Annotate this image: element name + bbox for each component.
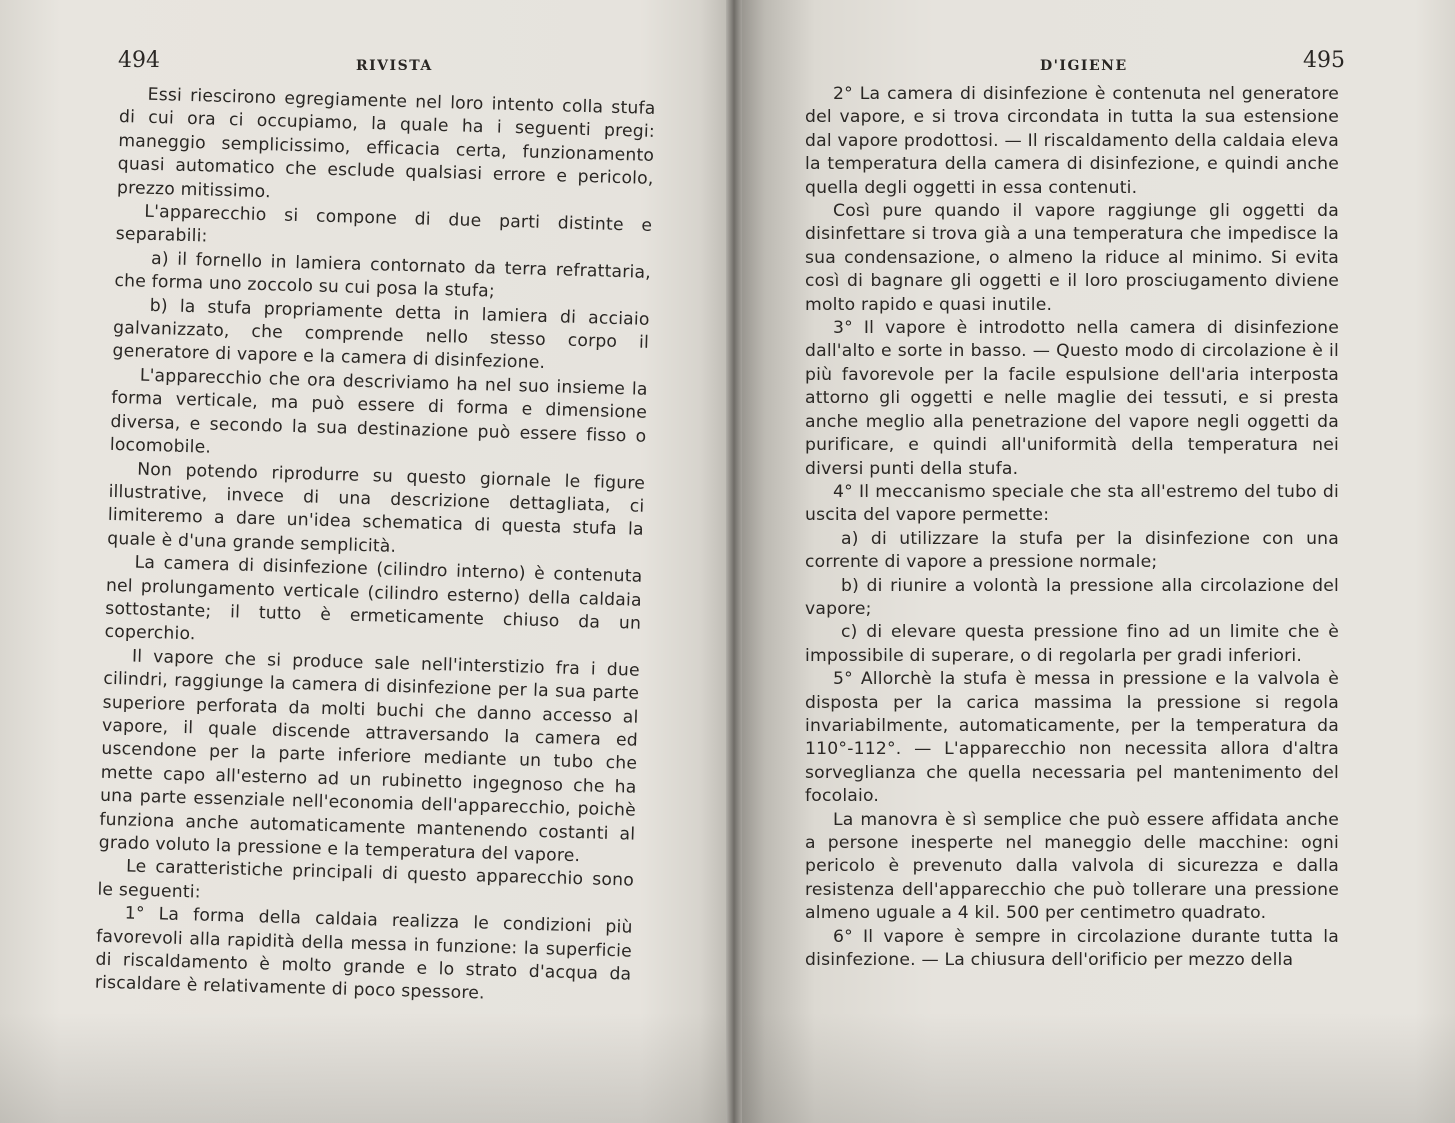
- page-shadow: [735, 1013, 1455, 1123]
- paragraph: Le caratteristiche principali di questo apparecchio sono le seguenti:: [97, 856, 635, 903]
- page-shadow: [0, 1013, 735, 1123]
- paragraph: a) di utilizzare la stufa per la disinfezione con una corrente di vapore a pressione normale;: [805, 528, 1339, 573]
- right-page-text: [805, 83, 1339, 972]
- paragraph: Così pure quando il vapore raggiunge gli oggetti da disinfettare si trova già a una temperatura che impedisce la sua condensazione, o almeno la riduce al minimo. Si evita così di bagnare gli oggetti e il loro prosciugamento diviene molto rapido e quasi inutile.: [805, 201, 1339, 315]
- right-page-number: 495: [1303, 48, 1345, 73]
- paragraph: Essi riescirono egregiamente nel loro intento colla stufa di cui ora ci occupiamo, la quale ha i seguenti pregi: maneggio semplicissimo, efficacia certa, funzionamento quasi automatico che esclude qualsiasi errore e pericolo, prezzo mitissimo.: [116, 84, 656, 202]
- paragraph: 2° La camera di disinfezione è contenuta nel generatore del vapore, e si trova circondata in tutta la sua estensione dal vapore prodottosi. — Il riscaldamento della caldaia eleva la temperatura della camera di disinfezione, e quindi anche quella degli oggetti in essa contenuti.: [805, 84, 1339, 198]
- paragraph: 1° La forma della caldaia realizza le condizioni più favorevoli alla rapidità della messa in funzione: la superficie di riscaldamento è molto grande e lo strato d'acqua da riscaldare è relativamente di poco spessore.: [94, 903, 633, 1004]
- paragraph: Il vapore che si produce sale nell'interstizio fra i due cilindri, raggiunge la camera di disinfezione per la sua parte superiore perforata da molti buchi che danno accesso al vapore, il quale discende attraversando la camera ed uscendone per la parte inferiore mediante un tubo che mette capo all'esterno ad un rubinetto ingegnoso che ha una parte essenziale nell'economia dell'apparecchio, poichè funziona anche automaticamente mantenendo costanti al grado voluto la pressione e la temperatura del vapore.: [98, 646, 641, 867]
- paragraph: 4° Il meccanismo speciale che sta all'estremo del tubo di uscita del vapore permette:: [805, 481, 1339, 526]
- paragraph: 3° Il vapore è introdotto nella camera di disinfezione dall'alto e sorte in basso. — Questo modo di circolazione è il più favorevole per la facile espulsione dell'aria interposta attorno gli oggetti e nelle maglie dei tessuti, e si presta anche meglio alla penetrazione del vapore negli oggetti da purificare, e quindi all'uniformità della temperatura nei diversi punti della stufa.: [805, 318, 1339, 479]
- paragraph: a) il fornello in lamiera contornato da terra refrattaria, che forma uno zoccolo su cui posa la stufa;: [114, 248, 652, 302]
- right-running-head: D'IGIENE: [1040, 58, 1128, 74]
- left-page-number: 494: [118, 48, 160, 73]
- book-gutter: [726, 0, 742, 1123]
- paragraph: Non potendo riprodurre su questo giornale le figure illustrative, invece di una descrizione dettagliata, ci limiteremo a dare un'idea schematica di questa stufa la quale è d'una grande semplicità.: [106, 459, 646, 557]
- paragraph: L'apparecchio che ora descriviamo ha nel suo insieme la forma verticale, ma può essere di forma e dimensione diversa, e secondo la sua destinazione può essere fisso o locomobile.: [109, 365, 648, 458]
- paragraph: 6° Il vapore è sempre in circolazione durante tutta la disinfezione. — La chiusura dell'orificio per mezzo della: [805, 926, 1339, 971]
- paragraph: La manovra è sì semplice che può essere affidata anche a persone inesperte nel maneggio delle macchine: ogni pericolo è prevenuto dalla valvola di sicurezza e dalla resistenza dell'apparecchio che può tollerare una pressione almeno uguale a 4 kil. 500 per centimetro quadrato.: [805, 809, 1339, 924]
- left-running-head: RIVISTA: [356, 58, 433, 74]
- right-page: [735, 0, 1455, 1123]
- paragraph: b) la stufa propriamente detta in lamiera di acciaio galvanizzato, che comprende nello stesso corpo il generatore di vapore e la camera di disinfezione.: [112, 295, 650, 374]
- left-page-text: [95, 83, 656, 1010]
- paragraph: La camera di disinfezione (cilindro interno) è contenuta nel prolungamento verticale (cilindro esterno) della caldaia sottostante; il tutto è ermeticamente chiuso da un coperchio.: [104, 552, 643, 645]
- paragraph: c) di elevare questa pressione fino ad un limite che è impossibile di superare, o di regolarla per gradi inferiori.: [805, 622, 1339, 666]
- paragraph: L'apparecchio si compone di due parti distinte e separabili:: [115, 201, 653, 247]
- paragraph: 5° Allorchè la stufa è messa in pressione e la valvola è disposta per la carica massima la pressione si regola invariabilmente, automaticamente, per la temperatura da 110°-112°. — L'apparecchio non necessita allora d'altra sorveglianza che quella necessaria pel mantenimento del focolaio.: [805, 669, 1339, 807]
- paragraph: b) di riunire a volontà la pressione alla circolazione del vapore;: [805, 575, 1339, 619]
